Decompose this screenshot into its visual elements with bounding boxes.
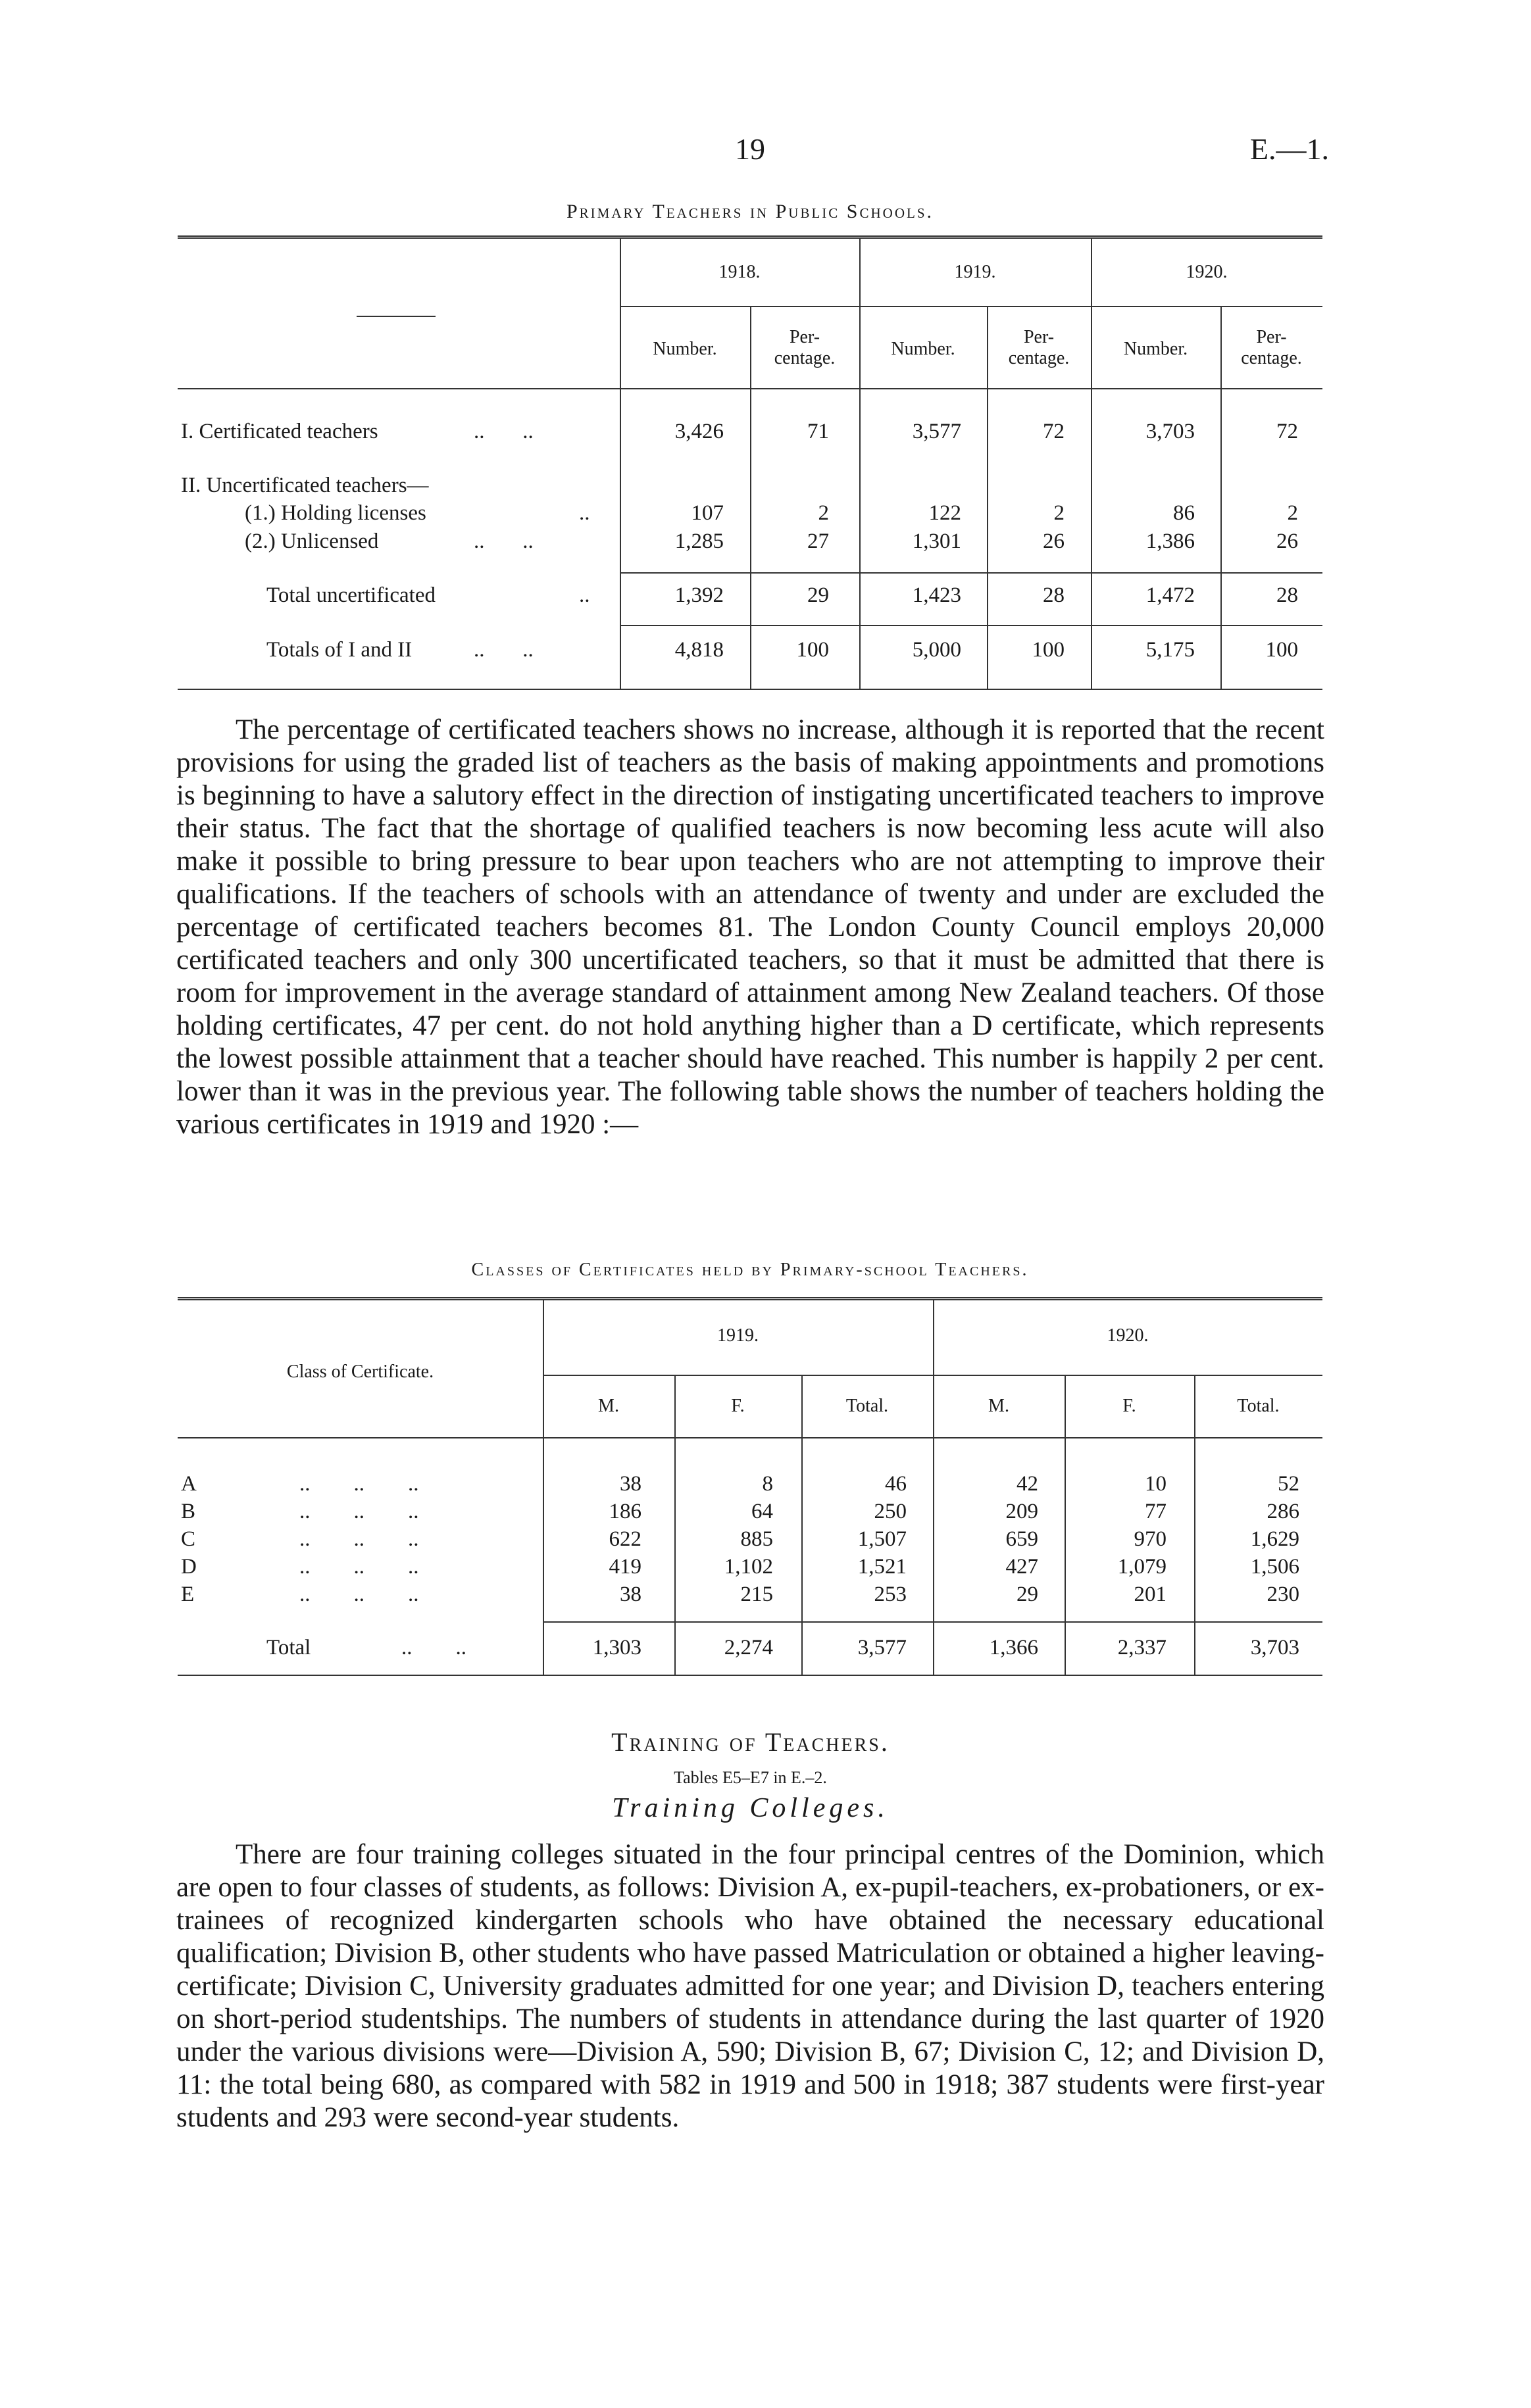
table2-cell: 64: [751, 1500, 773, 1523]
table2-cell: 52: [1278, 1472, 1299, 1496]
table1-cell: 29: [807, 583, 829, 607]
table1-cell: 28: [1276, 583, 1298, 607]
table1-row-label: (2.) Unlicensed: [245, 529, 379, 553]
table1-cell: 1,472: [1145, 583, 1195, 607]
table2-subhead-f: F.: [731, 1396, 745, 1416]
table1-cell: 1,301: [912, 529, 961, 553]
table1-cell: 3,703: [1145, 420, 1195, 443]
section-title: Training of Teachers.: [611, 1727, 890, 1757]
table1-subhead-number: Number.: [653, 339, 717, 359]
table2-cell: 250: [874, 1500, 907, 1523]
table1-cell: 3,426: [674, 420, 724, 443]
table1-cell: 4,818: [674, 638, 724, 662]
table2-total-cell: 3,703: [1250, 1636, 1299, 1659]
table1-subhead-percentage: Per- centage.: [1241, 327, 1302, 368]
table2-cell: 42: [1016, 1472, 1038, 1496]
table2-cell: 419: [609, 1555, 641, 1579]
table2-cell: 1,102: [724, 1555, 773, 1579]
table2-cell: 885: [740, 1527, 773, 1551]
table1-cell: 27: [807, 529, 829, 553]
table2-total-label: Total: [266, 1636, 311, 1659]
table2-total-cell: 3,577: [857, 1636, 907, 1659]
table1-year-1919: 1919.: [954, 262, 996, 282]
table2-row-leader: .. .. ..: [299, 1527, 419, 1551]
table2-cell: 230: [1267, 1583, 1299, 1606]
table2-row-leader: .. .. ..: [299, 1472, 419, 1496]
table1-cell: 5,175: [1145, 638, 1195, 662]
page-reference: E.—1.: [1249, 132, 1329, 166]
table1-cell: 122: [928, 501, 961, 525]
table2-cell: 38: [620, 1472, 641, 1496]
table1-subhead-number: Number.: [1123, 339, 1188, 359]
table1-cell: 2: [1287, 501, 1298, 525]
table2-cell: 10: [1145, 1472, 1167, 1496]
table2-cell: 186: [609, 1500, 641, 1523]
table2-row-label: E: [181, 1583, 195, 1606]
table2-row-leader: .. .. ..: [299, 1555, 419, 1579]
table2-cell: 201: [1134, 1583, 1167, 1606]
table2-cell: 286: [1267, 1500, 1299, 1523]
table2-cell: 1,521: [857, 1555, 907, 1579]
table2-year-1920: 1920.: [1107, 1325, 1149, 1346]
section-tables-reference: Tables E5–E7 in E.–2.: [674, 1768, 827, 1787]
table1-cell: 1,386: [1145, 529, 1195, 553]
table1-subhead-number: Number.: [891, 339, 955, 359]
section-subtitle: Training Colleges.: [612, 1793, 889, 1823]
table1-year-1918: 1918.: [718, 262, 761, 282]
table2-caption: Classes of Certificates held by Primary-school Teachers.: [471, 1260, 1029, 1280]
table2-cell: 215: [740, 1583, 773, 1606]
table1-cell: 86: [1173, 501, 1195, 525]
table1-cell: 100: [796, 638, 829, 662]
table1-cell: 1,285: [674, 529, 724, 553]
table1-cell: 72: [1276, 420, 1298, 443]
table2-total-cell: 2,337: [1117, 1636, 1167, 1659]
table1-cell: 100: [1032, 638, 1065, 662]
table2-row-label: D: [181, 1555, 197, 1579]
table2-total-cell: 1,303: [592, 1636, 641, 1659]
table2-cell: 77: [1145, 1500, 1167, 1523]
table2-cell: 427: [1005, 1555, 1038, 1579]
table1-subhead-percentage: Per- centage.: [1008, 327, 1070, 368]
table1-cell: 1,423: [912, 583, 961, 607]
table1-cell: 3,577: [912, 420, 961, 443]
table2-row-leader: .. .. ..: [299, 1583, 419, 1606]
table1-cell: 2: [1053, 501, 1065, 525]
table2-cell: 29: [1016, 1583, 1038, 1606]
table1-cell: 71: [807, 420, 829, 443]
table1-year-1920: 1920.: [1186, 262, 1228, 282]
table2-subhead-total: Total.: [1237, 1396, 1280, 1416]
table2-cell: 46: [885, 1472, 907, 1496]
page-number: 19: [735, 132, 765, 166]
table2-row-label: A: [181, 1472, 197, 1496]
table1-cell: 100: [1265, 638, 1298, 662]
table2-subhead-f: F.: [1122, 1396, 1136, 1416]
table2-cell: 1,506: [1250, 1555, 1299, 1579]
table1-row-leader: .. ..: [474, 529, 534, 553]
table1-row-leader: .. ..: [474, 420, 534, 443]
table2-subhead-total: Total.: [845, 1396, 889, 1416]
table1-row-label: (1.) Holding licenses: [245, 501, 426, 525]
table1-row-leader: ..: [579, 583, 590, 607]
table1-cell: 1,392: [674, 583, 724, 607]
table1-cell: 26: [1043, 529, 1065, 553]
table2-cell: 622: [609, 1527, 641, 1551]
table2-cell: 8: [762, 1472, 773, 1496]
table1-cell: 72: [1043, 420, 1065, 443]
body-paragraph-2: There are four training colleges situated in the four principal centres of the Dominion, which are open to four classes of students, as follows: Division A, ex-pupil-teachers, ex-probationers, or ex-trainees of recognized kindergarten schools who have obtained the necessary educational qualification; Division B, other students who have passed Matriculation or obtained a higher leaving-certificate; Division C, University graduates admitted for one year; and Division D, teachers entering on short-period studentships. The numbers of students in attendance during the last quarter of 1920 under the various divisions were—Division A, 590; Division B, 67; Division C, 12; and Division D, 11: the total being 680, as compared with 582 in 1919 and 500 in 1918; 387 students were first-year students and 293 were second-year students.: [176, 1839, 1324, 2133]
table1-row-leader: .. ..: [474, 638, 534, 662]
table2-cell: 253: [874, 1583, 907, 1606]
table2-cell: 970: [1134, 1527, 1167, 1551]
table2-cell: 1,079: [1117, 1555, 1167, 1579]
table2-subhead-m: M.: [988, 1396, 1009, 1416]
table2-cell: 1,507: [857, 1527, 907, 1551]
table1-cell: 107: [691, 501, 724, 525]
table1-row-label: Total uncertificated: [266, 583, 436, 607]
table1-cell: 28: [1043, 583, 1065, 607]
table2-cell: 659: [1005, 1527, 1038, 1551]
table2-total-cell: 2,274: [724, 1636, 773, 1659]
body-paragraph-1: The percentage of certificated teachers shows no increase, although it is reported that the recent provisions for using the graded list of teachers as the basis of making appointments and promotions is beginning to have a salutory effect in the direction of instigating uncertificated teachers to improve their status. The fact that the shortage of qualified teachers is now becoming less acute will also make it possible to bring pressure to bear upon teachers who are not attempting to improve their qualifications. If the teachers of schools with an attendance of twenty and under are excluded the percentage of certificated teachers becomes 81. The London County Council employs 20,000 certificated teachers and only 300 uncertificated teachers, so that it must be admitted that there is room for improvement in the average standard of attainment among New Zealand teachers. Of those holding certificates, 47 per cent. do not hold anything higher than a D certificate, which represents the lowest possible attainment that a teacher should have reached. This number is happily 2 per cent. lower than it was in the previous year. The following table shows the number of teachers holding the various certificates in 1919 and 1920 :—: [176, 714, 1324, 1140]
table2-subhead-m: M.: [598, 1396, 619, 1416]
table2-cell: 209: [1005, 1500, 1038, 1523]
table2-total-cell: 1,366: [989, 1636, 1038, 1659]
table1-cell: 5,000: [912, 638, 961, 662]
table2-cell: 1,629: [1250, 1527, 1299, 1551]
table2-cell: 38: [620, 1583, 641, 1606]
table2-row-leader: .. .. ..: [299, 1500, 419, 1523]
table1-row-leader: ..: [579, 501, 590, 525]
table1-cell: 2: [818, 501, 829, 525]
table2-year-1919: 1919.: [717, 1325, 759, 1346]
table2-row-label: B: [181, 1500, 196, 1523]
table1-row-label: II. Uncertificated teachers—: [181, 474, 429, 497]
table1-row-label: Totals of I and II: [266, 638, 413, 662]
table2-class-header: Class of Certificate.: [286, 1362, 434, 1382]
table1-row-label: I. Certificated teachers: [181, 420, 378, 443]
table1-subhead-percentage: Per- centage.: [774, 327, 836, 368]
table1-caption: Primary Teachers in Public Schools.: [566, 201, 934, 222]
table2-total-leader: .. ..: [401, 1636, 466, 1659]
table2-row-label: C: [181, 1527, 196, 1551]
table1-cell: 26: [1276, 529, 1298, 553]
